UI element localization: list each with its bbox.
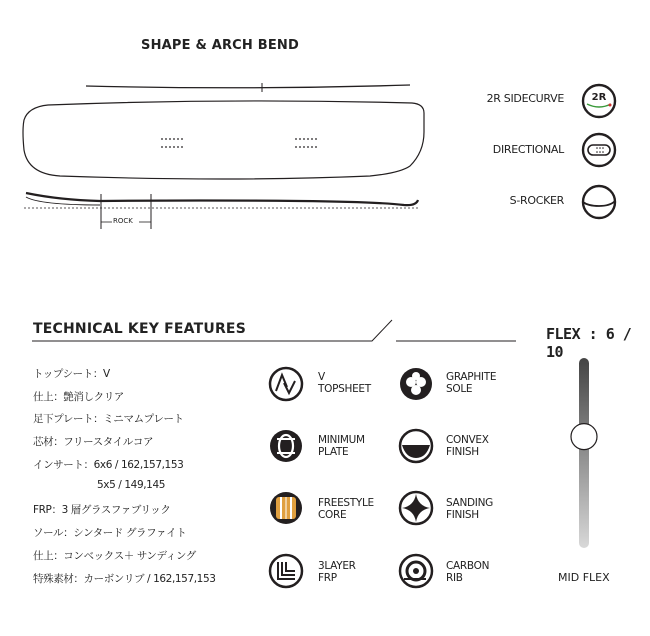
- freestyle-core-icon: [268, 490, 304, 526]
- spec-plate: 足下プレート：ミニマムプレート: [33, 413, 184, 425]
- s-rocker-label: S-ROCKER: [509, 194, 564, 207]
- spec-insert-2: 5x5 / 149,145: [97, 479, 166, 491]
- 3layer-frp-label: 3LAYER FRP: [318, 560, 356, 584]
- spec-insert: インサート：6x6 / 162,157,153: [33, 459, 184, 471]
- v-topsheet-label: V TOPSHEET: [318, 371, 371, 395]
- shape-section-title: SHAPE & ARCH BEND: [141, 38, 299, 53]
- 2r-sidecurve-icon: [580, 82, 618, 120]
- flex-knob: [571, 424, 597, 450]
- flex-slider: [560, 350, 610, 560]
- spec-frp: FRP：3 層グラスファブリック: [33, 504, 171, 516]
- sanding-finish-label: SANDING FINISH: [446, 497, 493, 521]
- directional-icon: [580, 132, 618, 168]
- carbon-rib-icon: [398, 553, 434, 589]
- rock-label: ROCK: [113, 217, 133, 225]
- convex-finish-label: CONVEX FINISH: [446, 434, 489, 458]
- graphite-sole-icon: [398, 366, 434, 402]
- sidecurve-label: 2R SIDECURVE: [486, 92, 564, 105]
- spec-topsheet: トップシート：V: [33, 368, 110, 380]
- flex-track: [579, 358, 589, 548]
- flex-bottom-label: MID FLEX: [558, 571, 610, 584]
- graphite-sole-label: GRAPHITE SOLE: [446, 371, 497, 395]
- technical-section-title: TECHNICAL KEY FEATURES: [33, 321, 246, 337]
- convex-finish-icon: [398, 428, 434, 464]
- 3layer-frp-icon: [268, 553, 304, 589]
- title-underline: [0, 0, 530, 350]
- sanding-finish-icon: [398, 490, 434, 526]
- freestyle-core-label: FREESTYLE CORE: [318, 497, 374, 521]
- spec-core: 芯材：フリースタイルコア: [33, 436, 154, 448]
- v-topsheet-icon: [268, 366, 304, 402]
- spec-finish: 仕上：艶消しクリア: [33, 391, 124, 403]
- directional-label: DIRECTIONAL: [492, 143, 564, 156]
- spec-sole-finish: 仕上：コンベックス＋ サンディング: [33, 550, 196, 562]
- minimum-plate-icon: [268, 428, 304, 464]
- s-rocker-icon: [580, 184, 618, 220]
- 2r-icon-text: 2R: [591, 92, 607, 103]
- spec-sole: ソール：シンタード グラファイト: [33, 527, 187, 539]
- flex-title: FLEX : 6 / 10: [546, 325, 632, 361]
- carbon-rib-label: CARBON RIB: [446, 560, 490, 584]
- minimum-plate-label: MINIMUM PLATE: [318, 434, 365, 458]
- spec-special: 特殊素材：カーボンリブ / 162,157,153: [33, 573, 216, 585]
